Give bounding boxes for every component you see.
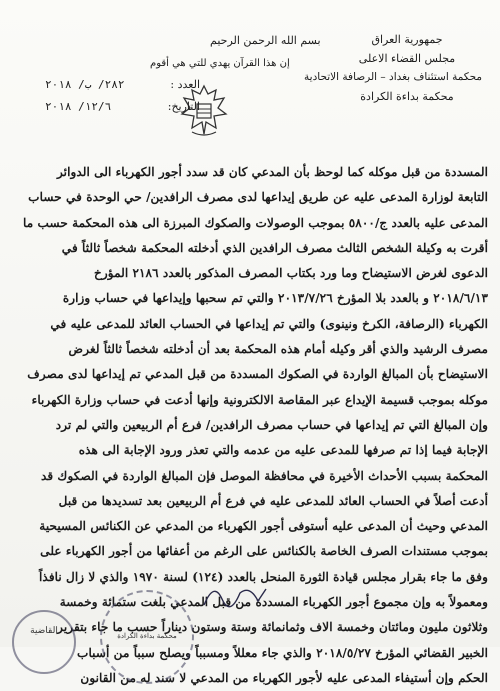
text-line: الاستيضاح بأن المبالغ الواردة في الصكوك المسددة من قبل المدعي تم إيداعها لدى مصرف — [27, 367, 488, 382]
court-name: محكمة بداءة الكرادة — [360, 90, 454, 103]
basmala: بسم الله الرحمن الرحيم — [210, 34, 321, 47]
council-name: مجلس القضاء الاعلى — [358, 52, 456, 65]
text-line: بموجب مستندات الصرف الخاصة بالكنائس على الرغم من أعفائها من أجور الكهرباء على — [40, 544, 488, 559]
text-line: الكهرباء (الرصافة، الكرخ ونينوى) والتي تم إيداعها في الحساب العائد للمدعى عليه في — [50, 316, 488, 331]
text-line: ٢٠١٨/٦/١٣ و بالعدد بلا المؤرخ ٢٠١٣/٧/٢٦ والتي تم سحبها وإيداعها في حساب وزارة — [62, 291, 488, 306]
judge-stamp-label: القاضية — [30, 626, 58, 636]
quran-verse: إن هذا القرآن يهدي للتي هي أقوم — [150, 58, 290, 69]
text-line: الإجابة فيما إذا تم صرفها للمدعى عليه من عدمه والتي تعذر ورود الإجابة الى هذه — [78, 443, 488, 458]
text-line: المحكمة بسبب الأحداث الأخيرة في محافظة الموصل فإن المبالغ الواردة في الصكوك قد — [40, 468, 488, 483]
court-seal-label: محكمة بداءة الكرادة — [117, 632, 177, 640]
court-seal — [100, 590, 194, 684]
text-line: وثلاثون مليون ومائتان وخمسة الاف وثمانمائة وستة وستون ديناراً حسب ما جاء بتقرير — [57, 620, 488, 635]
text-line: التابعة لوزارة المدعى عليه عن طريق إيداعها لدى مصرف الرافدين/ حي الوحدة في حساب — [28, 190, 488, 205]
country-name: جمهورية العراق — [371, 33, 443, 46]
text-line: ومعمولاً به وإن مجموع أجور الكهرباء المسددة من قبل المدعي بلغت ستمائة وخمسة — [59, 595, 488, 610]
text-line: أدعت أصلاً في الحساب العائد للمدعى عليه في فرع أم الربيعين بعد تسديدها من قبل — [58, 493, 488, 508]
date-value: ١٢/٦/ ٢٠١٨ — [45, 100, 112, 113]
text-line: المدعي وحيث أن المدعى عليه أستوفى أجور الكهرباء من المدعي عن الكنائس المسيحية — [39, 519, 488, 534]
number-value: ٢٨٢/ ب/ ٢٠١٨ — [45, 78, 125, 91]
appeal-court-name: محكمة استئناف بغداد – الرصافة الاتحادية — [304, 71, 482, 83]
text-line: وفق ما جاء بقرار مجلس قيادة الثورة المنحل بالعدد (١٢٤) لسنة ١٩٧٠ والذي لا زال نافذاً — [39, 569, 488, 584]
judge-stamp — [12, 610, 76, 674]
text-line: المدعى عليه بالعدد ج/٥٨٠٠ بموجب الوصولات والصكوك المبرزة الى هذه المحكمة حسب ما — [23, 215, 488, 230]
text-line: الخبير القضائي المؤرخ ٢٠١٨/٥/٢٧ والذي جاء معللاً ومسبباً ويصلح سبباً من أسباب — [76, 645, 488, 660]
text-line: الحكم وإن أستيفاء المدعى عليه لأجور الكهرباء من المدعي لا سند له من القانون — [80, 670, 488, 685]
number-label: العدد : — [170, 78, 200, 91]
text-line: المسددة من قبل موكله كما لوحظ بأن المدعي كان قد سدد أجور الكهرباء الى الدوائر — [56, 165, 488, 179]
text-line: وإن المبالغ التي تم إيداعها في حساب مصرف الرافدين/ فرع أم الربيعين والتي لم ترد — [55, 417, 488, 432]
date-label: التاريخ: — [167, 100, 200, 113]
reference-block — [45, 74, 200, 118]
text-line: الدعوى لغرض الاستيضاح وما ورد بكتاب المصرف المذكور بالعدد ٢١٨٦ المؤرخ — [94, 266, 488, 281]
signature-icon — [200, 575, 270, 619]
text-line: موكله بموجب قسيمة الإيداع عبر المقاصة الالكترونية وإنها أدعت في حساب وزارة الكهرباء — [31, 392, 488, 407]
text-line: مصرف الرشيد والذي أقر وكيله أمام هذه المحكمة بعد أن أدخلته شخصاً ثالثاً لغرض — [68, 342, 488, 357]
text-line: أقرت به وكيلة الشخص الثالث مصرف الرافدين الذي أدخلته المحكمة شخصاً ثالثاً في — [61, 240, 488, 255]
issuer-block — [304, 30, 482, 106]
